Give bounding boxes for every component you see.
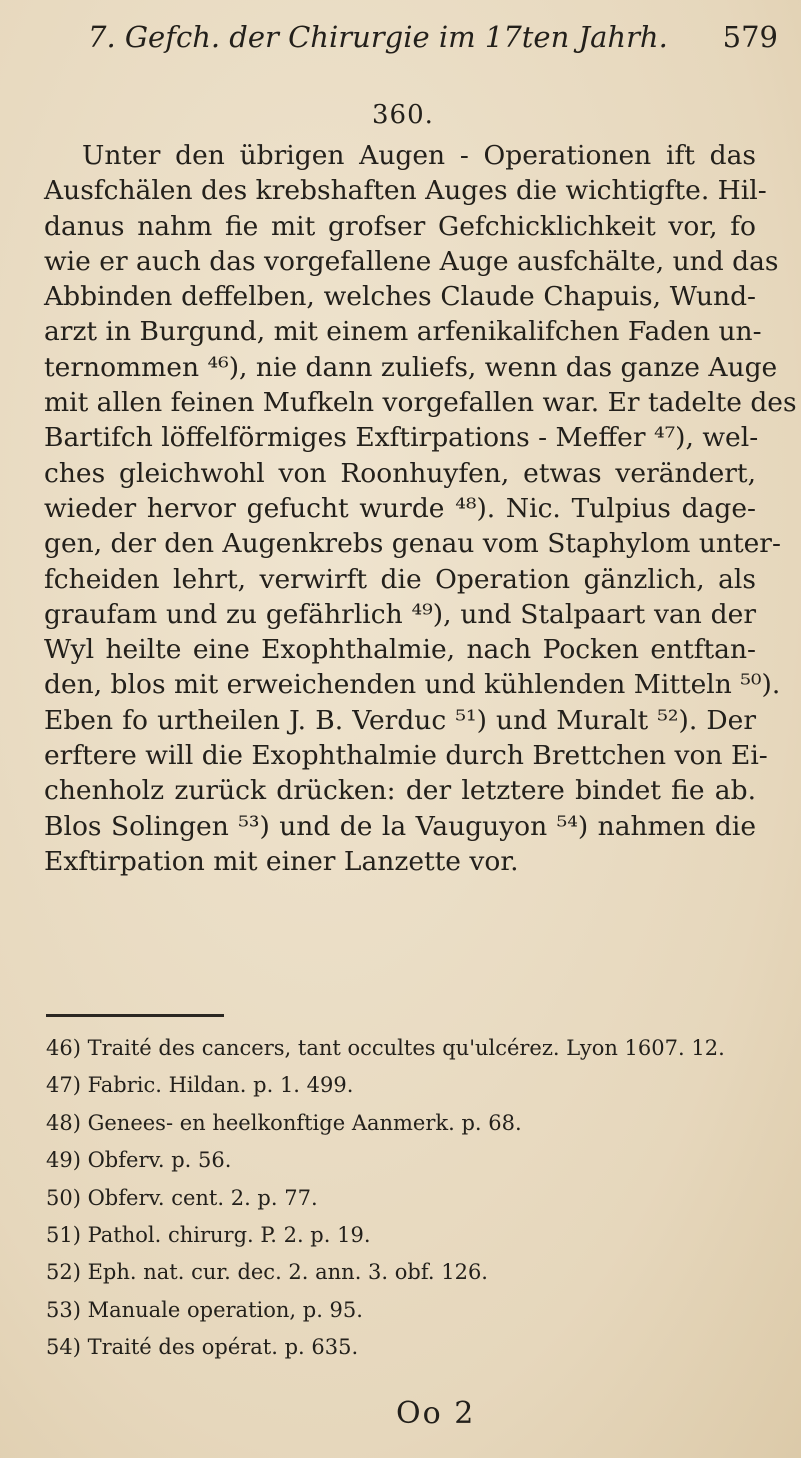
body-line: chenholz zurück drücken: der letztere bindet fie ab. xyxy=(44,775,756,807)
body-line: erftere will die Exophthalmie durch Brettchen von Ei- xyxy=(44,740,768,772)
footnote: 50) Obferv. cent. 2. p. 77. xyxy=(46,1185,318,1210)
body-line: Wyl heilte eine Exophthalmie, nach Pocken entftan- xyxy=(44,634,756,666)
body-line: Abbinden deffelben, welches Claude Chapuis, Wund- xyxy=(44,281,756,313)
footnote: 46) Traité des cancers, tant occultes qu'ulcérez. Lyon 1607. 12. xyxy=(46,1036,725,1060)
footnote: 53) Manuale operation, p. 95. xyxy=(46,1297,363,1322)
body-line: graufam und zu gefährlich ⁴⁹), und Stalpaart van der xyxy=(44,598,756,630)
signature-mark: Oo 2 xyxy=(396,1396,476,1431)
page-number: 579 xyxy=(722,20,778,54)
footnote: 52) Eph. nat. cur. dec. 2. ann. 3. obf. 126. xyxy=(46,1260,488,1285)
body-line: wie er auch das vorgefallene Auge ausfchälte, und das xyxy=(44,245,779,277)
footnote: 49) Obferv. p. 56. xyxy=(46,1148,232,1173)
body-line: ches gleichwohl von Roonhuyfen, etwas verändert, xyxy=(44,457,756,489)
body-text xyxy=(44,138,797,879)
body-line: ternommen ⁴⁶), nie dann zuliefs, wenn das ganze Auge xyxy=(44,351,778,383)
body-line: den, blos mit erweichenden und kühlenden Mitteln ⁵⁰). xyxy=(44,669,781,701)
body-line: Eben fo urtheilen J. B. Verduc ⁵¹) und Muralt ⁵²). Der xyxy=(44,704,756,736)
body-line: Blos Solingen ⁵³) und de la Vauguyon ⁵⁴) nahmen die xyxy=(44,810,756,842)
body-line: Unter den übrigen Augen - Operationen ift das xyxy=(82,140,756,171)
body-line: arzt in Burgund, mit einem arfenikalifchen Faden un- xyxy=(44,316,762,348)
body-line: mit allen feinen Mufkeln vorgefallen war. Er tadelte des xyxy=(44,387,797,419)
body-line: danus nahm fie mit grofser Gefchicklichkeit vor, fo xyxy=(44,210,756,242)
body-line: Ausfchälen des krebshaften Auges die wichtigfte. Hil- xyxy=(44,175,767,207)
body-line: Exftirpation mit einer Lanzette vor. xyxy=(44,845,519,877)
running-head xyxy=(88,20,778,54)
footnote: 47) Fabric. Hildan. p. 1. 499. xyxy=(46,1073,354,1098)
body-line: Bartifch löffelförmiges Exftirpations - Meffer ⁴⁷), wel- xyxy=(44,422,759,454)
body-line: wieder hervor gefucht wurde ⁴⁸). Nic. Tulpius dage- xyxy=(44,492,756,524)
running-title: 7. Gefch. der Chirurgie im 17ten Jahrh. xyxy=(88,20,668,54)
body-line: gen, der den Augenkrebs genau vom Staphylom unter- xyxy=(44,528,781,560)
footnote: 54) Traité des opérat. p. 635. xyxy=(46,1335,359,1360)
section-number: 360. xyxy=(372,100,434,130)
footnote-divider xyxy=(46,1014,224,1017)
body-line: fcheiden lehrt, verwirft die Operation gänzlich, als xyxy=(44,563,756,595)
footnote: 51) Pathol. chirurg. P. 2. p. 19. xyxy=(46,1223,371,1248)
footnote: 48) Genees- en heelkonftige Aanmerk. p. 68. xyxy=(46,1110,522,1135)
footnotes xyxy=(46,1030,746,1367)
